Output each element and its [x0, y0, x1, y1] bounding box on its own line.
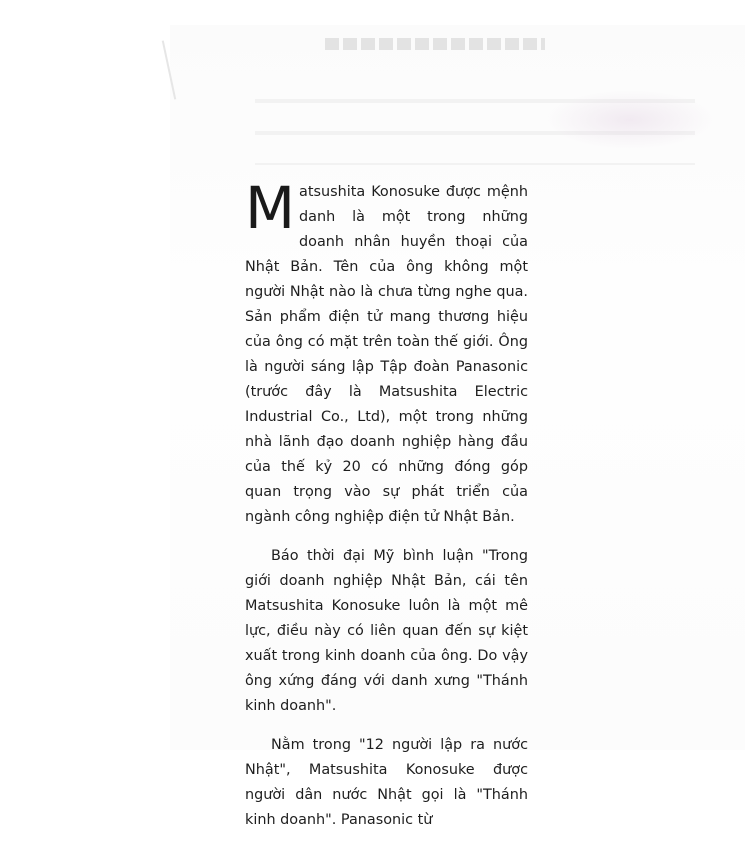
drop-cap: M — [245, 174, 296, 242]
paragraph-2: Báo thời đại Mỹ bình luận "Trong giới doanh nghiệp Nhật Bản, cái tên Matsushita Konosuke luôn là một mê lực, điều này có liên quan đến sự kiệt xuất trong kinh doanh của ông. Do vậy ông xứng đáng với danh xưng "Thánh kinh doanh". — [245, 548, 528, 714]
paragraph-1 — [245, 174, 528, 530]
paragraph-3: Nằm trong "12 người lập ra nước Nhật", Matsushita Konosuke được người dân nước Nhật gọi là "Thánh kinh doanh". Panasonic từ — [245, 737, 528, 828]
bleed-through-stain — [545, 90, 715, 150]
bleed-through-header — [325, 38, 545, 50]
paragraph-1-text: atsushita Konosuke được mệnh danh là một trong những doanh nhân huyền thoại của Nhật Bản. Tên của ông không một người Nhật nào là chưa từng nghe qua. Sản phẩm điện tử mang thương hiệu của ông có mặt trên toàn thế giới. Ông là người sáng lập Tập đoàn Panasonic (trước đây là Matsushita Electric Industrial Co., Ltd), một trong những nhà lãnh đạo doanh nghiệp hàng đầu của thế kỷ 20 có những đóng góp quan trọng vào sự phát triển của ngành công nghiệp điện tử Nhật Bản. — [245, 184, 528, 525]
body-text — [245, 174, 528, 847]
